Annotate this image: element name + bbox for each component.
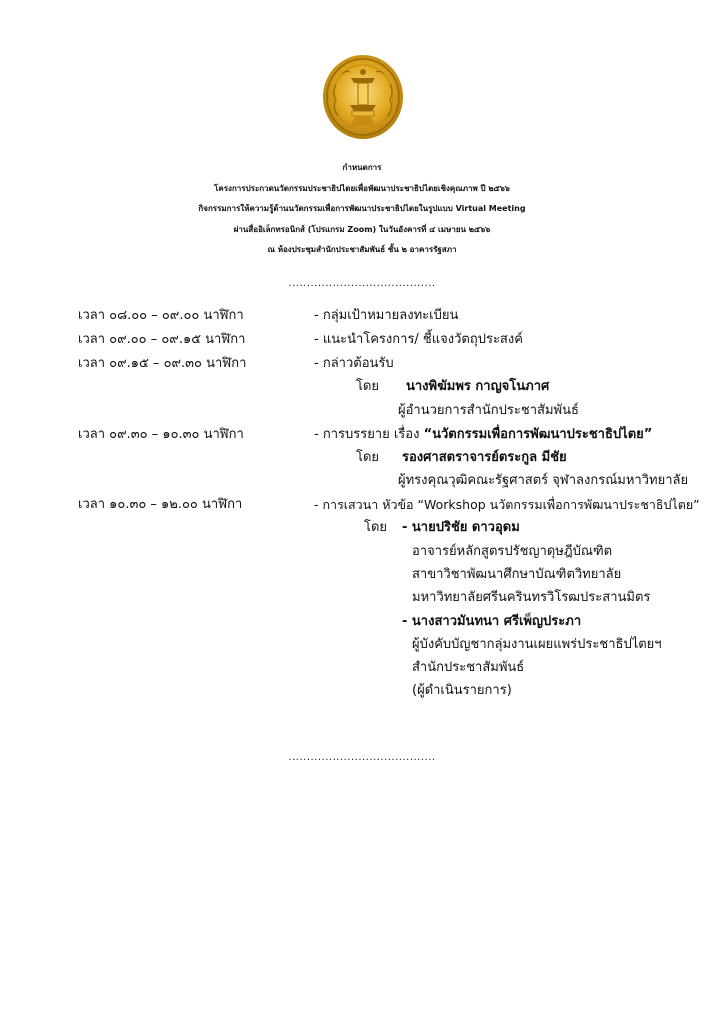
event-location: ณ ห้องประชุมสำนักประชาสัมพันธ์ ชั้น ๒ อาคารรัฐสภา (267, 245, 457, 254)
project-name: โครงการประกวดนวัตกรรมประชาธิปไตยเพื่อพัฒนาประชาธิปไตยเชิงคุณภาพ ปี ๒๕๖๖ (214, 183, 510, 193)
document-header (0, 158, 724, 261)
slot-5-speaker-1-line-1: อาจารย์หลักสูตรปรัชญาดุษฎีบัณฑิต (412, 544, 613, 559)
event-date: ผ่านสื่ออิเล็กทรอนิกส์ (โปรแกรม Zoom) ในวันอังคารที่ ๔ เมษายน ๒๕๖๖ (233, 224, 491, 234)
slot-5-speaker-2-line-1: ผู้บังคับบัญชากลุ่มงานเผยแพร่ประชาธิปไตยฯ (412, 637, 662, 652)
slot-4-by-label: โดย (356, 450, 380, 465)
slot-5-speaker-1-name: - นายปริชัย ดาวอุดม (402, 520, 520, 535)
header-divider: ........................................ (288, 278, 436, 289)
slot-1-activity: - กลุ่มเป้าหมายลงทะเบียน (314, 308, 459, 323)
slot-1-time: เวลา ๐๘.๐๐ – ๐๙.๐๐ นาฬิกา (78, 308, 244, 323)
parliament-seal-icon (322, 54, 404, 140)
slot-3-speaker-title: ผู้อำนวยการสำนักประชาสัมพันธ์ (398, 403, 579, 418)
slot-5-speaker-1-line-2: สาขาวิชาพัฒนาศึกษาบัณฑิตวิทยาลัย (412, 567, 622, 582)
slot-5-speaker-2-line-2: สำนักประชาสัมพันธ์ (412, 660, 525, 675)
slot-3-time: เวลา ๐๙.๑๕ – ๐๙.๓๐ นาฬิกา (78, 356, 247, 371)
slot-4-speaker-name: รองศาสตราจารย์ตระกูล มีชัย (402, 450, 567, 465)
slot-5-speaker-1-line-3: มหาวิทยาลัยศรีนครินทรวิโรฒประสานมิตร (412, 590, 651, 605)
slot-5-speaker-2-line-3: (ผู้ดำเนินรายการ) (412, 683, 512, 698)
slot-3-by-label: โดย (356, 379, 380, 394)
slot-4-speaker-title: ผู้ทรงคุณวุฒิคณะรัฐศาสตร์ จุฬาลงกรณ์มหาวิทยาลัย (398, 473, 689, 488)
slot-4-time: เวลา ๐๙.๓๐ – ๑๐.๓๐ นาฬิกา (78, 427, 244, 442)
slot-4-activity (314, 426, 652, 444)
slot-3-speaker-name: นางพิฆัมพร กาญจโนภาศ (406, 379, 550, 394)
slot-5-speaker-2-name: - นางสาวมันทนา ศรีเพ็ญประภา (402, 614, 582, 629)
slot-2-activity: - แนะนำโครงการ/ ชี้แจงวัตถุประสงค์ (314, 332, 523, 347)
slot-4-activity-topic: “นวัตกรรมเพื่อการพัฒนาประชาธิปไตย” (423, 427, 653, 442)
slot-2-time: เวลา ๐๙.๐๐ – ๐๙.๑๕ นาฬิกา (78, 332, 246, 347)
document-title: กำหนดการ (342, 163, 382, 172)
slot-3-activity: - กล่าวต้อนรับ (314, 356, 394, 371)
activity-name: กิจกรรมการให้ความรู้ด้านนวัตกรรมเพื่อการพัฒนาประชาธิปไตยในรูปแบบ Virtual Meeting (198, 204, 526, 213)
slot-5-activity: - การเสวนา หัวข้อ “Workshop นวัตกรรมเพื่อการพัฒนาประชาธิปไตย” (314, 497, 700, 512)
slot-5-time: เวลา ๑๐.๓๐ – ๑๒.๐๐ นาฬิกา (78, 497, 243, 512)
slot-5-by-label: โดย (364, 520, 388, 535)
slot-4-activity-prefix: - การบรรยาย เรื่อง (314, 427, 424, 442)
footer-divider: ........................................ (288, 752, 436, 763)
